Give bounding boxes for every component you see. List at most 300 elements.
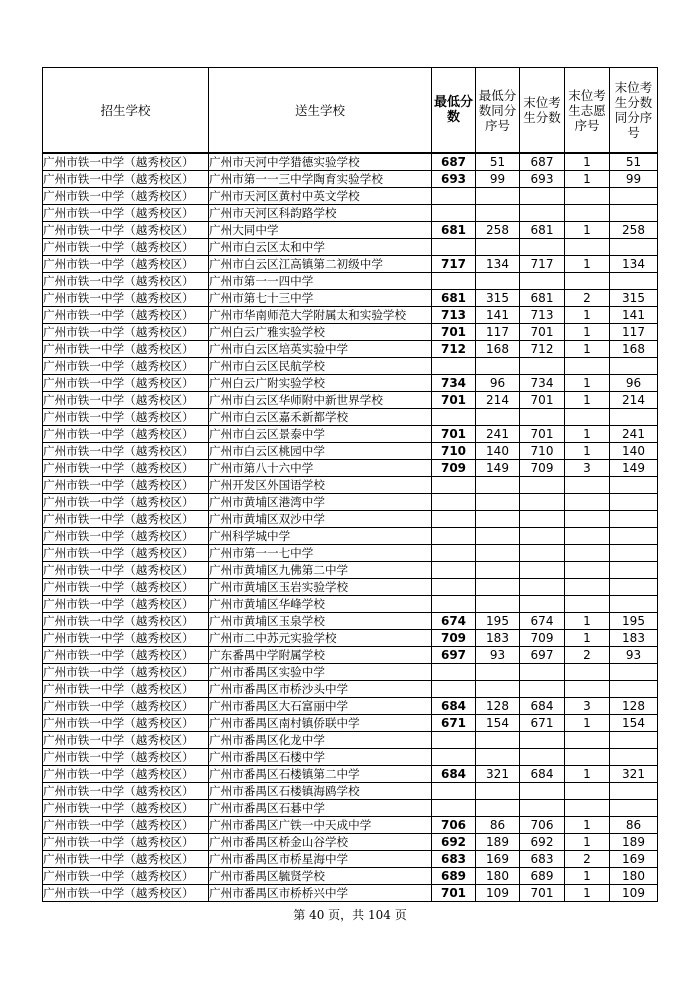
cell-send-school: 广州市番禺区市桥星海中学 (209, 851, 432, 868)
cell-last-pref (565, 596, 610, 613)
cell-last-pref (565, 358, 610, 375)
cell-min-rank: 183 (476, 630, 520, 647)
cell-min-score (432, 528, 476, 545)
cell-last-score (520, 681, 565, 698)
table-row (43, 341, 658, 358)
cell-last-pref: 1 (565, 443, 610, 460)
cell-last-rank: 128 (610, 698, 658, 715)
cell-last-score: 712 (520, 341, 565, 358)
cell-min-score: 710 (432, 443, 476, 460)
cell-last-pref: 3 (565, 460, 610, 477)
cell-last-score: 671 (520, 715, 565, 732)
cell-send-school: 广州市第一一七中学 (209, 545, 432, 562)
cell-min-rank (476, 579, 520, 596)
cell-min-rank (476, 239, 520, 256)
table-row (43, 426, 658, 443)
cell-last-pref: 1 (565, 613, 610, 630)
cell-min-score: 692 (432, 834, 476, 851)
cell-send-school: 广州市第八十六中学 (209, 460, 432, 477)
cell-last-score (520, 188, 565, 205)
cell-min-rank: 51 (476, 153, 520, 171)
table-row (43, 188, 658, 205)
cell-last-score (520, 528, 565, 545)
cell-admit-school: 广州市铁一中学（越秀校区） (43, 749, 209, 766)
cell-min-rank (476, 409, 520, 426)
cell-min-rank: 168 (476, 341, 520, 358)
cell-last-pref: 1 (565, 885, 610, 902)
cell-admit-school: 广州市铁一中学（越秀校区） (43, 392, 209, 409)
table-row (43, 494, 658, 511)
cell-last-pref: 1 (565, 817, 610, 834)
cell-last-rank: 140 (610, 443, 658, 460)
cell-admit-school: 广州市铁一中学（越秀校区） (43, 443, 209, 460)
header-send-school: 送生学校 (209, 68, 432, 154)
cell-min-score (432, 477, 476, 494)
cell-min-score (432, 732, 476, 749)
cell-last-score: 697 (520, 647, 565, 664)
table-row (43, 732, 658, 749)
cell-min-score (432, 800, 476, 817)
cell-min-score: 701 (432, 426, 476, 443)
cell-min-score (432, 494, 476, 511)
cell-send-school: 广州市番禺区石楼镇第二中学 (209, 766, 432, 783)
cell-send-school: 广州市番禺区实验中学 (209, 664, 432, 681)
cell-min-score: 734 (432, 375, 476, 392)
cell-last-rank (610, 409, 658, 426)
cell-send-school: 广州市黄埔区双沙中学 (209, 511, 432, 528)
cell-last-pref (565, 528, 610, 545)
cell-admit-school: 广州市铁一中学（越秀校区） (43, 562, 209, 579)
cell-min-score: 701 (432, 392, 476, 409)
table-row (43, 290, 658, 307)
cell-last-score: 710 (520, 443, 565, 460)
cell-last-rank: 180 (610, 868, 658, 885)
header-last-pref: 末位考生志愿序号 (565, 68, 610, 154)
cell-last-score: 681 (520, 222, 565, 239)
cell-last-rank: 321 (610, 766, 658, 783)
table-row (43, 749, 658, 766)
cell-last-pref (565, 511, 610, 528)
cell-send-school: 广州市白云区民航学校 (209, 358, 432, 375)
table-row (43, 664, 658, 681)
cell-send-school: 广州市番禺区市桥桥兴中学 (209, 885, 432, 902)
cell-send-school: 广州市黄埔区玉泉学校 (209, 613, 432, 630)
cell-admit-school: 广州市铁一中学（越秀校区） (43, 307, 209, 324)
table-row (43, 222, 658, 239)
cell-last-rank (610, 528, 658, 545)
cell-min-rank (476, 494, 520, 511)
cell-last-rank (610, 596, 658, 613)
cell-min-rank (476, 188, 520, 205)
cell-last-rank (610, 511, 658, 528)
cell-last-score (520, 409, 565, 426)
cell-last-pref: 1 (565, 341, 610, 358)
cell-send-school: 广州白云广附实验学校 (209, 375, 432, 392)
cell-last-pref (565, 800, 610, 817)
cell-min-score (432, 562, 476, 579)
cell-last-pref (565, 494, 610, 511)
cell-last-rank (610, 749, 658, 766)
cell-send-school: 广州市番禺区毓贤学校 (209, 868, 432, 885)
cell-last-rank (610, 783, 658, 800)
cell-last-score (520, 732, 565, 749)
table-row (43, 885, 658, 902)
cell-send-school: 广州市白云区景泰中学 (209, 426, 432, 443)
cell-last-score (520, 562, 565, 579)
cell-min-rank (476, 205, 520, 222)
cell-min-score: 684 (432, 698, 476, 715)
table-row (43, 817, 658, 834)
cell-min-rank (476, 528, 520, 545)
cell-send-school: 广州大同中学 (209, 222, 432, 239)
table-row (43, 477, 658, 494)
cell-send-school: 广州市白云区江高镇第二初级中学 (209, 256, 432, 273)
cell-min-rank: 93 (476, 647, 520, 664)
header-min-rank: 最低分数同分序号 (476, 68, 520, 154)
cell-send-school: 广州市番禺区广铁一中天成中学 (209, 817, 432, 834)
cell-min-score: 717 (432, 256, 476, 273)
cell-send-school: 广州开发区外国语学校 (209, 477, 432, 494)
cell-send-school: 广州市番禺区石碁中学 (209, 800, 432, 817)
cell-last-rank: 99 (610, 171, 658, 188)
cell-min-rank (476, 545, 520, 562)
cell-last-rank: 134 (610, 256, 658, 273)
cell-last-pref: 1 (565, 171, 610, 188)
cell-admit-school: 广州市铁一中学（越秀校区） (43, 579, 209, 596)
cell-send-school: 广州市番禺区化龙中学 (209, 732, 432, 749)
cell-last-pref (565, 562, 610, 579)
cell-admit-school: 广州市铁一中学（越秀校区） (43, 188, 209, 205)
cell-admit-school: 广州市铁一中学（越秀校区） (43, 205, 209, 222)
cell-admit-school: 广州市铁一中学（越秀校区） (43, 171, 209, 188)
table-row (43, 307, 658, 324)
cell-last-score (520, 749, 565, 766)
cell-min-score (432, 749, 476, 766)
cell-admit-school: 广州市铁一中学（越秀校区） (43, 868, 209, 885)
cell-min-score: 701 (432, 324, 476, 341)
cell-admit-school: 广州市铁一中学（越秀校区） (43, 783, 209, 800)
cell-admit-school: 广州市铁一中学（越秀校区） (43, 732, 209, 749)
cell-last-rank (610, 273, 658, 290)
cell-last-pref: 1 (565, 307, 610, 324)
cell-admit-school: 广州市铁一中学（越秀校区） (43, 800, 209, 817)
cell-admit-school: 广州市铁一中学（越秀校区） (43, 647, 209, 664)
cell-last-pref (565, 239, 610, 256)
cell-admit-school: 广州市铁一中学（越秀校区） (43, 698, 209, 715)
cell-send-school: 广州市番禺区大石富丽中学 (209, 698, 432, 715)
cell-last-rank: 241 (610, 426, 658, 443)
table-row (43, 324, 658, 341)
cell-admit-school: 广州市铁一中学（越秀校区） (43, 324, 209, 341)
cell-admit-school: 广州市铁一中学（越秀校区） (43, 885, 209, 902)
cell-last-pref: 1 (565, 375, 610, 392)
cell-last-score: 734 (520, 375, 565, 392)
cell-min-rank (476, 358, 520, 375)
cell-send-school: 广州市二中苏元实验学校 (209, 630, 432, 647)
cell-last-pref: 2 (565, 290, 610, 307)
cell-last-rank (610, 732, 658, 749)
table-row (43, 562, 658, 579)
cell-send-school: 广州市白云区桃园中学 (209, 443, 432, 460)
cell-admit-school: 广州市铁一中学（越秀校区） (43, 545, 209, 562)
cell-min-rank: 241 (476, 426, 520, 443)
cell-min-score: 693 (432, 171, 476, 188)
cell-admit-school: 广州市铁一中学（越秀校区） (43, 664, 209, 681)
admission-table (42, 67, 658, 902)
cell-last-score: 717 (520, 256, 565, 273)
cell-admit-school: 广州市铁一中学（越秀校区） (43, 766, 209, 783)
cell-last-pref (565, 477, 610, 494)
cell-last-pref: 1 (565, 392, 610, 409)
cell-last-score (520, 664, 565, 681)
cell-min-rank: 128 (476, 698, 520, 715)
cell-last-score: 687 (520, 153, 565, 171)
cell-last-pref (565, 681, 610, 698)
cell-last-score: 701 (520, 885, 565, 902)
cell-admit-school: 广州市铁一中学（越秀校区） (43, 511, 209, 528)
table-row (43, 171, 658, 188)
header-last-rank: 末位考生分数同分序号 (610, 68, 658, 154)
cell-last-rank (610, 205, 658, 222)
cell-send-school: 广州市天河区黄村中英文学校 (209, 188, 432, 205)
cell-last-pref (565, 732, 610, 749)
header-min-score: 最低分数 (432, 68, 476, 154)
cell-min-score (432, 579, 476, 596)
cell-last-pref (565, 579, 610, 596)
cell-min-score: 687 (432, 153, 476, 171)
table-row (43, 205, 658, 222)
cell-last-rank: 195 (610, 613, 658, 630)
cell-send-school: 广州市黄埔区玉岩实验学校 (209, 579, 432, 596)
cell-send-school: 广州市番禺区石楼中学 (209, 749, 432, 766)
cell-min-score: 689 (432, 868, 476, 885)
table-row (43, 647, 658, 664)
cell-send-school: 广州市华南师范大学附属太和实验学校 (209, 307, 432, 324)
cell-last-rank (610, 681, 658, 698)
cell-last-rank: 189 (610, 834, 658, 851)
cell-admit-school: 广州市铁一中学（越秀校区） (43, 239, 209, 256)
cell-min-rank: 180 (476, 868, 520, 885)
cell-last-rank: 86 (610, 817, 658, 834)
cell-last-rank: 109 (610, 885, 658, 902)
table-row (43, 579, 658, 596)
cell-last-score (520, 205, 565, 222)
cell-last-score: 693 (520, 171, 565, 188)
cell-admit-school: 广州市铁一中学（越秀校区） (43, 834, 209, 851)
cell-last-rank (610, 239, 658, 256)
cell-last-score (520, 783, 565, 800)
cell-send-school: 广州白云广雅实验学校 (209, 324, 432, 341)
cell-admit-school: 广州市铁一中学（越秀校区） (43, 715, 209, 732)
cell-last-rank: 149 (610, 460, 658, 477)
cell-min-score: 712 (432, 341, 476, 358)
cell-last-rank (610, 545, 658, 562)
cell-admit-school: 广州市铁一中学（越秀校区） (43, 358, 209, 375)
cell-last-score: 684 (520, 698, 565, 715)
cell-send-school: 广州市番禺区南村镇侨联中学 (209, 715, 432, 732)
cell-min-score: 683 (432, 851, 476, 868)
cell-last-score: 709 (520, 460, 565, 477)
cell-last-score: 701 (520, 426, 565, 443)
cell-min-rank (476, 511, 520, 528)
cell-last-score: 674 (520, 613, 565, 630)
cell-min-rank (476, 800, 520, 817)
cell-last-pref: 1 (565, 153, 610, 171)
table-row (43, 256, 658, 273)
cell-min-rank: 315 (476, 290, 520, 307)
cell-min-score: 681 (432, 222, 476, 239)
cell-send-school: 广州市白云区嘉禾新都学校 (209, 409, 432, 426)
cell-admit-school: 广州市铁一中学（越秀校区） (43, 817, 209, 834)
table-row (43, 358, 658, 375)
cell-last-rank (610, 188, 658, 205)
table-row (43, 681, 658, 698)
cell-admit-school: 广州市铁一中学（越秀校区） (43, 477, 209, 494)
table-row (43, 868, 658, 885)
cell-min-rank: 109 (476, 885, 520, 902)
cell-last-score (520, 511, 565, 528)
cell-last-score (520, 273, 565, 290)
cell-last-pref (565, 783, 610, 800)
cell-min-rank (476, 783, 520, 800)
cell-min-score (432, 664, 476, 681)
cell-last-rank: 96 (610, 375, 658, 392)
table-row (43, 630, 658, 647)
cell-send-school: 广州市第一一四中学 (209, 273, 432, 290)
cell-min-rank: 258 (476, 222, 520, 239)
cell-last-pref: 1 (565, 868, 610, 885)
cell-last-score: 713 (520, 307, 565, 324)
table-row (43, 715, 658, 732)
cell-last-pref: 2 (565, 851, 610, 868)
cell-send-school: 广州市白云区太和中学 (209, 239, 432, 256)
cell-last-score: 706 (520, 817, 565, 834)
page-footer: 第 40 页，共 104 页 (293, 908, 407, 922)
cell-min-score (432, 409, 476, 426)
table-row (43, 783, 658, 800)
cell-min-rank: 86 (476, 817, 520, 834)
table-row (43, 153, 658, 171)
cell-admit-school: 广州市铁一中学（越秀校区） (43, 222, 209, 239)
cell-last-score (520, 800, 565, 817)
cell-send-school: 广州市天河区科韵路学校 (209, 205, 432, 222)
table-body (43, 153, 658, 902)
cell-send-school: 广州市番禺区石楼镇海鸥学校 (209, 783, 432, 800)
table-row (43, 460, 658, 477)
table-row (43, 596, 658, 613)
cell-send-school: 广东番禺中学附属学校 (209, 647, 432, 664)
cell-last-score: 701 (520, 324, 565, 341)
cell-last-score: 681 (520, 290, 565, 307)
cell-send-school: 广州科学城中学 (209, 528, 432, 545)
cell-last-rank: 141 (610, 307, 658, 324)
table-row (43, 528, 658, 545)
cell-min-score: 701 (432, 885, 476, 902)
cell-send-school: 广州市天河中学猎德实验学校 (209, 153, 432, 171)
cell-last-rank: 214 (610, 392, 658, 409)
cell-last-pref: 1 (565, 766, 610, 783)
cell-last-score (520, 494, 565, 511)
cell-admit-school: 广州市铁一中学（越秀校区） (43, 375, 209, 392)
cell-admit-school: 广州市铁一中学（越秀校区） (43, 630, 209, 647)
cell-last-pref (565, 545, 610, 562)
cell-last-pref: 2 (565, 647, 610, 664)
cell-last-pref (565, 749, 610, 766)
cell-min-rank (476, 681, 520, 698)
cell-admit-school: 广州市铁一中学（越秀校区） (43, 494, 209, 511)
cell-min-score (432, 681, 476, 698)
cell-min-score: 709 (432, 630, 476, 647)
cell-last-score: 684 (520, 766, 565, 783)
cell-last-score (520, 545, 565, 562)
cell-min-rank: 195 (476, 613, 520, 630)
table-row (43, 511, 658, 528)
cell-last-score (520, 579, 565, 596)
cell-send-school: 广州市番禺区市桥沙头中学 (209, 681, 432, 698)
cell-last-score: 701 (520, 392, 565, 409)
header-last-score: 末位考生分数 (520, 68, 565, 154)
table-row (43, 834, 658, 851)
cell-last-rank: 183 (610, 630, 658, 647)
cell-last-pref: 1 (565, 324, 610, 341)
cell-min-score: 713 (432, 307, 476, 324)
cell-last-rank: 258 (610, 222, 658, 239)
header-admit-school: 招生学校 (43, 68, 209, 154)
cell-last-rank (610, 562, 658, 579)
cell-last-score (520, 596, 565, 613)
table-row (43, 545, 658, 562)
cell-last-rank (610, 579, 658, 596)
cell-last-pref (565, 188, 610, 205)
cell-admit-school: 广州市铁一中学（越秀校区） (43, 596, 209, 613)
table-row (43, 392, 658, 409)
cell-last-rank (610, 800, 658, 817)
cell-min-score (432, 273, 476, 290)
cell-min-rank: 169 (476, 851, 520, 868)
cell-min-score (432, 188, 476, 205)
cell-min-rank: 189 (476, 834, 520, 851)
cell-last-score (520, 358, 565, 375)
cell-last-rank (610, 664, 658, 681)
cell-min-rank: 96 (476, 375, 520, 392)
cell-min-rank: 140 (476, 443, 520, 460)
table-row (43, 698, 658, 715)
cell-min-score (432, 511, 476, 528)
cell-last-pref: 1 (565, 426, 610, 443)
cell-last-score (520, 477, 565, 494)
cell-last-pref (565, 409, 610, 426)
cell-admit-school: 广州市铁一中学（越秀校区） (43, 409, 209, 426)
cell-min-rank: 117 (476, 324, 520, 341)
cell-min-score: 706 (432, 817, 476, 834)
cell-min-score: 697 (432, 647, 476, 664)
cell-last-score: 692 (520, 834, 565, 851)
cell-min-rank: 134 (476, 256, 520, 273)
cell-admit-school: 广州市铁一中学（越秀校区） (43, 613, 209, 630)
cell-min-rank: 154 (476, 715, 520, 732)
cell-min-score: 671 (432, 715, 476, 732)
table-row (43, 273, 658, 290)
cell-min-rank: 149 (476, 460, 520, 477)
cell-last-pref (565, 205, 610, 222)
cell-send-school: 广州市白云区培英实验中学 (209, 341, 432, 358)
cell-admit-school: 广州市铁一中学（越秀校区） (43, 153, 209, 171)
cell-admit-school: 广州市铁一中学（越秀校区） (43, 851, 209, 868)
cell-min-rank (476, 732, 520, 749)
cell-last-rank (610, 494, 658, 511)
table-row (43, 239, 658, 256)
cell-last-rank: 169 (610, 851, 658, 868)
